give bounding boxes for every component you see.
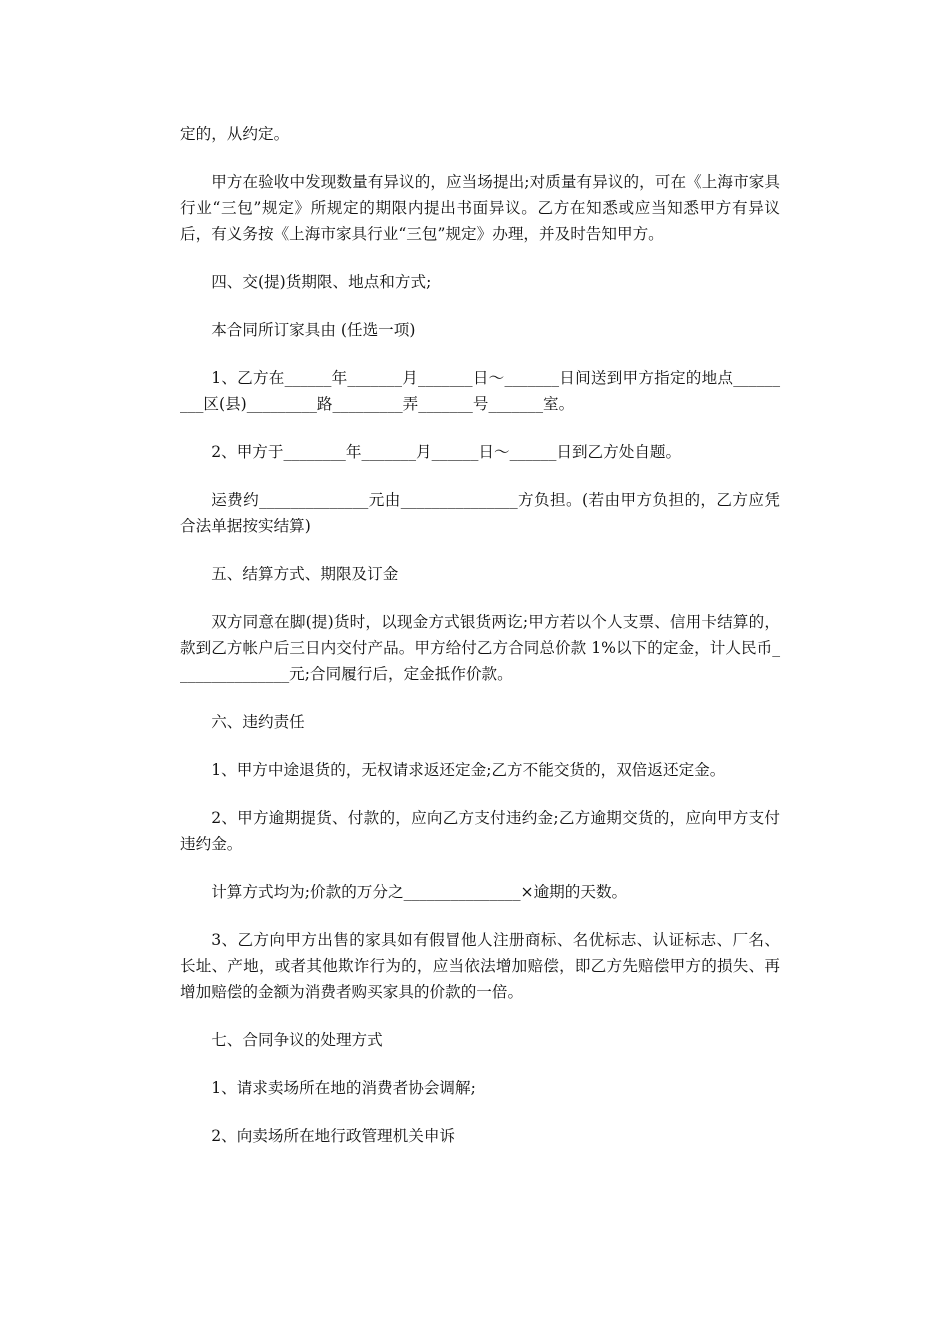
paragraph-agreement-continuation: 定的，从约定。 — [180, 125, 290, 143]
document-body — [180, 121, 780, 1171]
paragraph-quality-objection: 甲方在验收中发现数量有异议的，应当场提出;对质量有异议的，可在《上海市家具行业“三包”规定》所规定的期限内提出书面异议。乙方在知悉或应当知悉甲方有异议后，有义务按《上海市家具行业“三包”规定》办理，并及时告知甲方。 — [180, 173, 780, 243]
paragraph-dispute-option-2: 2、向卖场所在地行政管理机关申诉 — [211, 1127, 456, 1145]
paragraph-liability-1: 1、甲方中途退货的，无权请求返还定金;乙方不能交货的，双倍返还定金。 — [211, 761, 726, 779]
paragraph-penalty-calculation: 计算方式均为;价款的万分之_______________×逾期的天数。 — [211, 883, 628, 901]
paragraph-freight: 运费约______________元由_______________方负担。(若由甲方负担的，乙方应凭合法单据按实结算) — [180, 491, 780, 535]
paragraph-delivery-option-2: 2、甲方于________年_______月______日～______日到乙方处自题。 — [211, 443, 682, 461]
paragraph-delivery-option-1: 1、乙方在______年_______月_______日～_______日间送到甲方指定的地点_________区(县)_________路_________弄_______号_______室。 — [180, 369, 780, 413]
paragraph-dispute-option-1: 1、请求卖场所在地的消费者协会调解; — [211, 1079, 476, 1097]
section-heading-settlement: 五、结算方式、期限及订金 — [211, 565, 399, 583]
paragraph-delivery-choice: 本合同所订家具由 (任选一项) — [211, 321, 416, 339]
paragraph-settlement-terms: 双方同意在脚(提)货时，以现金方式银货两讫;甲方若以个人支票、信用卡结算的，款到乙方帐户后三日内交付产品。甲方给付乙方合同总价款 1%以下的定金，计人民币_______________元;合同履行后，定金抵作价款。 — [180, 613, 780, 683]
section-heading-liability: 六、违约责任 — [211, 713, 305, 731]
section-heading-dispute: 七、合同争议的处理方式 — [211, 1031, 383, 1049]
section-heading-delivery: 四、交(提)货期限、地点和方式; — [211, 273, 432, 291]
paragraph-liability-3: 3、乙方向甲方出售的家具如有假冒他人注册商标、名优标志、认证标志、厂名、长址、产地，或者其他欺诈行为的，应当依法增加赔偿，即乙方先赔偿甲方的损失、再增加赔偿的金额为消费者购买家具的价款的一倍。 — [180, 931, 780, 1001]
paragraph-liability-2: 2、甲方逾期提货、付款的，应向乙方支付违约金;乙方逾期交货的，应向甲方支付违约金。 — [180, 809, 780, 853]
